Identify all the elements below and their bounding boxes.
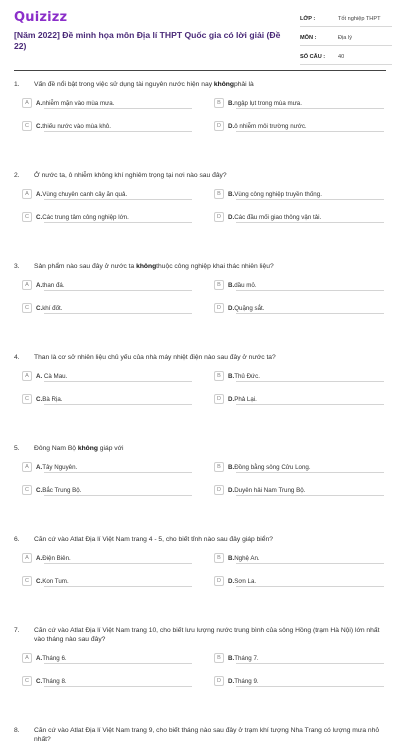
answer-option-a[interactable] — [22, 652, 192, 664]
option-underline — [236, 290, 384, 291]
option-underline — [236, 404, 384, 405]
answer-options — [14, 461, 386, 513]
option-underline — [236, 108, 384, 109]
option-text — [36, 487, 81, 494]
answer-option-b[interactable] — [214, 188, 384, 200]
option-label: Sơn La. — [234, 577, 257, 585]
option-letter: C. — [36, 395, 43, 403]
answer-option-d[interactable] — [214, 675, 384, 687]
question-text — [34, 727, 379, 743]
answer-option-a[interactable] — [22, 97, 192, 109]
option-text — [36, 578, 69, 585]
answer-option-c[interactable] — [22, 393, 192, 405]
option-text — [36, 191, 127, 198]
option-text — [36, 282, 65, 289]
question-text — [34, 536, 273, 543]
option-underline — [236, 663, 384, 664]
option-letter: D. — [228, 486, 235, 494]
option-underline — [236, 472, 384, 473]
option-label: dầu mỏ. — [234, 281, 257, 289]
option-letter: C. — [36, 304, 43, 312]
question-text — [34, 354, 276, 361]
option-label: thiếu nước vào mùa khô. — [42, 122, 111, 130]
option-underline — [44, 663, 192, 664]
option-label: Cà Mau. — [42, 372, 68, 380]
option-text — [228, 282, 257, 289]
question-6 — [14, 535, 386, 604]
option-label: Tháng 6. — [42, 654, 67, 662]
question-number: 2. — [14, 172, 20, 179]
option-letter: A. — [36, 654, 43, 662]
option-underline — [236, 586, 384, 587]
option-underline — [44, 381, 192, 382]
answer-option-c[interactable] — [22, 120, 192, 132]
option-letter: D. — [228, 677, 235, 685]
option-underline — [44, 586, 192, 587]
answer-option-b[interactable] — [214, 370, 384, 382]
option-checkbox[interactable]: A — [22, 98, 32, 108]
option-checkbox[interactable]: A — [22, 553, 32, 563]
option-text — [36, 123, 111, 130]
option-checkbox[interactable]: C — [22, 121, 32, 131]
option-checkbox[interactable]: D — [214, 121, 224, 131]
answer-options — [14, 279, 386, 331]
question-5 — [14, 444, 386, 513]
option-letter: D. — [228, 213, 235, 221]
answer-option-a[interactable] — [22, 461, 192, 473]
meta-value: 40 — [338, 54, 345, 60]
option-text — [228, 214, 321, 221]
option-checkbox[interactable]: B — [214, 189, 224, 199]
option-letter: B. — [228, 554, 235, 562]
option-underline — [44, 686, 192, 687]
worksheet-header — [0, 0, 400, 70]
option-letter: C. — [36, 122, 43, 130]
option-underline — [44, 199, 192, 200]
option-underline — [236, 222, 384, 223]
answer-options — [14, 188, 386, 240]
option-text — [228, 100, 302, 107]
meta-value: Địa lý — [338, 35, 352, 41]
question-text-emphasis: không — [136, 263, 157, 270]
answer-option-b[interactable] — [214, 279, 384, 291]
option-checkbox[interactable]: C — [22, 394, 32, 404]
question-2 — [14, 171, 386, 240]
option-checkbox[interactable]: B — [214, 280, 224, 290]
option-checkbox[interactable]: C — [22, 676, 32, 686]
option-checkbox[interactable]: A — [22, 462, 32, 472]
option-checkbox[interactable]: C — [22, 576, 32, 586]
question-number: 5. — [14, 445, 20, 452]
option-text — [228, 305, 264, 312]
option-letter: C. — [36, 486, 43, 494]
option-checkbox[interactable]: D — [214, 676, 224, 686]
option-letter: A. — [36, 372, 43, 380]
meta-value: Tốt nghiệp THPT — [338, 16, 381, 22]
question-number: 7. — [14, 627, 20, 634]
worksheet-title: [Năm 2022] Đề minh họa môn Địa lí THPT Quốc gia có lời giải (Đề 22) — [14, 30, 281, 51]
option-text — [228, 396, 257, 403]
quizizz-logo: Quizizz — [14, 10, 68, 25]
question-stem — [14, 353, 386, 362]
option-text — [228, 123, 307, 130]
answer-option-c[interactable] — [22, 484, 192, 496]
question-stem — [14, 262, 386, 271]
answer-option-c[interactable] — [22, 211, 192, 223]
option-checkbox[interactable]: C — [22, 485, 32, 495]
option-label: Các đầu mối giao thông vận tải. — [234, 213, 322, 221]
option-letter: A. — [36, 190, 43, 198]
option-underline — [44, 222, 192, 223]
question-text-part: Căn cứ vào Atlat Địa lí Việt Nam trang 4 - 5, cho biết tỉnh nào sau đây giáp biển? — [34, 536, 273, 543]
question-stem — [14, 171, 386, 180]
answer-option-b[interactable] — [214, 461, 384, 473]
option-text — [36, 373, 67, 380]
option-label: Tháng 9. — [234, 677, 259, 685]
option-text — [228, 655, 259, 662]
option-text — [36, 555, 71, 562]
option-checkbox[interactable]: D — [214, 485, 224, 495]
question-text-part: Căn cứ vào Atlat Địa lí Việt Nam trang 10, cho biết lưu lượng nước trung bình của sông Hồng (trạm Hà Nội) lớn nhất vào tháng nào sau đây? — [34, 627, 380, 643]
option-checkbox[interactable]: B — [214, 653, 224, 663]
question-text — [34, 81, 254, 88]
option-text — [228, 578, 256, 585]
answer-options — [14, 97, 386, 149]
option-underline — [236, 313, 384, 314]
question-text — [34, 263, 274, 270]
option-text — [36, 100, 114, 107]
answer-options — [14, 652, 386, 704]
option-underline — [236, 131, 384, 132]
option-label: Vùng chuyên canh cây ăn quả. — [42, 190, 128, 198]
question-text-part: Đông Nam Bộ — [34, 445, 78, 452]
option-checkbox[interactable]: D — [214, 576, 224, 586]
option-text — [36, 655, 67, 662]
option-letter: D. — [228, 304, 235, 312]
option-label: nhiễm mặn vào mùa mưa. — [42, 99, 115, 107]
worksheet-meta — [300, 12, 392, 69]
option-checkbox[interactable]: C — [22, 303, 32, 313]
option-checkbox[interactable]: A — [22, 653, 32, 663]
question-stem — [14, 444, 386, 453]
option-checkbox[interactable]: A — [22, 371, 32, 381]
meta-subject — [300, 31, 392, 46]
question-text — [34, 445, 124, 452]
option-checkbox[interactable]: D — [214, 394, 224, 404]
option-letter: B. — [228, 190, 235, 198]
answer-option-d[interactable] — [214, 393, 384, 405]
option-underline — [44, 108, 192, 109]
option-checkbox[interactable]: B — [214, 98, 224, 108]
header-divider — [14, 70, 386, 71]
option-letter: A. — [36, 463, 43, 471]
question-number: 6. — [14, 536, 20, 543]
option-letter: D. — [228, 577, 235, 585]
option-letter: B. — [228, 654, 235, 662]
option-checkbox[interactable]: B — [214, 371, 224, 381]
option-checkbox[interactable]: A — [22, 189, 32, 199]
question-text — [34, 627, 379, 643]
question-text-part: Than là cơ sở nhiên liệu chủ yếu của nhà máy nhiệt điện nào sau đây ở nước ta? — [34, 354, 276, 361]
option-text — [228, 464, 311, 471]
option-label: ô nhiễm môi trường nước. — [234, 122, 307, 130]
option-underline — [236, 381, 384, 382]
question-number: 3. — [14, 263, 20, 270]
question-text-part: Ở nước ta, ô nhiễm không khí nghiêm trọng tại nơi nào sau đây? — [34, 172, 227, 179]
answer-option-c[interactable] — [22, 575, 192, 587]
option-label: Thủ Đức. — [234, 372, 260, 380]
option-checkbox[interactable]: C — [22, 212, 32, 222]
option-text — [36, 464, 77, 471]
answer-option-b[interactable] — [214, 97, 384, 109]
question-text-part: phải là — [233, 81, 254, 88]
option-letter: A. — [36, 99, 43, 107]
question-text-part: Sản phẩm nào sau đây ở nước ta — [34, 263, 137, 270]
answer-option-a[interactable] — [22, 552, 192, 564]
option-label: Phả Lại. — [234, 395, 257, 403]
option-label: Nghệ An. — [234, 554, 260, 562]
answer-option-d[interactable] — [214, 302, 384, 314]
option-checkbox[interactable]: D — [214, 212, 224, 222]
answer-option-a[interactable] — [22, 279, 192, 291]
option-underline — [44, 313, 192, 314]
question-8 — [14, 726, 386, 744]
meta-key: LỚP : — [300, 16, 316, 22]
question-number: 8. — [14, 727, 20, 734]
option-text — [36, 305, 62, 312]
option-underline — [44, 131, 192, 132]
option-underline — [44, 404, 192, 405]
answer-option-d[interactable] — [214, 575, 384, 587]
option-letter: C. — [36, 213, 43, 221]
option-label: Duyên hải Nam Trung Bộ. — [234, 486, 306, 494]
question-stem — [14, 535, 386, 544]
meta-key: SỐ CÂU : — [300, 54, 326, 60]
option-label: Bắc Trung Bộ. — [42, 486, 82, 494]
option-text — [36, 678, 67, 685]
option-underline — [236, 563, 384, 564]
question-text-emphasis: không — [77, 445, 98, 452]
option-label: khí đốt. — [42, 304, 63, 312]
option-letter: C. — [36, 677, 43, 685]
option-text — [228, 191, 322, 198]
option-underline — [236, 686, 384, 687]
option-checkbox[interactable]: A — [22, 280, 32, 290]
option-underline — [44, 563, 192, 564]
option-label: Tây Nguyên. — [42, 463, 78, 471]
option-checkbox[interactable]: B — [214, 462, 224, 472]
question-stem — [14, 726, 386, 744]
option-label: Vùng công nghiệp truyền thống. — [234, 190, 322, 198]
question-list — [0, 80, 400, 744]
option-label: Đồng bằng sông Cửu Long. — [234, 463, 311, 471]
question-text — [34, 172, 227, 179]
option-checkbox[interactable]: D — [214, 303, 224, 313]
question-text-part: giáp với — [97, 445, 124, 452]
answer-option-c[interactable] — [22, 302, 192, 314]
question-stem — [14, 626, 386, 644]
question-3 — [14, 262, 386, 331]
option-underline — [44, 290, 192, 291]
option-letter: C. — [36, 577, 43, 585]
answer-option-b[interactable] — [214, 552, 384, 564]
question-stem — [14, 80, 386, 89]
answer-option-d[interactable] — [214, 484, 384, 496]
meta-class — [300, 12, 392, 27]
option-letter: A. — [36, 281, 43, 289]
question-1 — [14, 80, 386, 149]
option-text — [228, 555, 260, 562]
question-7 — [14, 626, 386, 704]
question-4 — [14, 353, 386, 422]
question-number: 1. — [14, 81, 20, 88]
answer-options — [14, 552, 386, 604]
question-number: 4. — [14, 354, 20, 361]
answer-option-d[interactable] — [214, 120, 384, 132]
option-label: than đá. — [42, 281, 65, 289]
option-letter: B. — [228, 372, 235, 380]
option-label: Tháng 7. — [234, 654, 259, 662]
answer-options — [14, 370, 386, 422]
option-text — [36, 396, 62, 403]
option-letter: D. — [228, 395, 235, 403]
option-underline — [44, 495, 192, 496]
option-letter: B. — [228, 99, 235, 107]
meta-question-count — [300, 50, 392, 65]
question-text-part: Căn cứ vào Atlat Địa lí Việt Nam trang 9, cho biết tháng nào sau đây ở trạm khí tượng Nha Trang có lượng mưa nhỏ nhất? — [34, 727, 380, 743]
question-text-emphasis: không — [213, 81, 234, 88]
option-label: Điện Biên. — [42, 554, 71, 562]
option-label: Kon Tum. — [42, 577, 69, 585]
option-label: Tháng 8. — [42, 677, 67, 685]
option-label: Các trung tâm công nghiệp lớn. — [42, 213, 129, 221]
option-underline — [44, 472, 192, 473]
question-text-part: thuộc công nghiệp khai thác nhiên liệu? — [156, 263, 274, 270]
answer-option-c[interactable] — [22, 675, 192, 687]
option-text — [36, 214, 129, 221]
option-text — [228, 678, 259, 685]
option-letter: A. — [36, 554, 43, 562]
option-label: Bà Rịa. — [42, 395, 63, 403]
option-checkbox[interactable]: B — [214, 553, 224, 563]
option-underline — [236, 199, 384, 200]
option-text — [228, 373, 260, 380]
meta-key: MÔN : — [300, 35, 317, 41]
answer-option-a[interactable] — [22, 188, 192, 200]
option-letter: D. — [228, 122, 235, 130]
answer-option-b[interactable] — [214, 652, 384, 664]
option-underline — [236, 495, 384, 496]
option-label: ngập lụt trong mùa mưa. — [234, 99, 302, 107]
answer-option-a[interactable] — [22, 370, 192, 382]
option-letter: B. — [228, 463, 235, 471]
option-letter: B. — [228, 281, 235, 289]
question-text-part: Vấn đề nổi bật trong việc sử dụng tài nguyên nước hiện nay — [34, 81, 214, 88]
option-label: Quặng sắt. — [234, 304, 265, 312]
answer-option-d[interactable] — [214, 211, 384, 223]
option-text — [228, 487, 305, 494]
